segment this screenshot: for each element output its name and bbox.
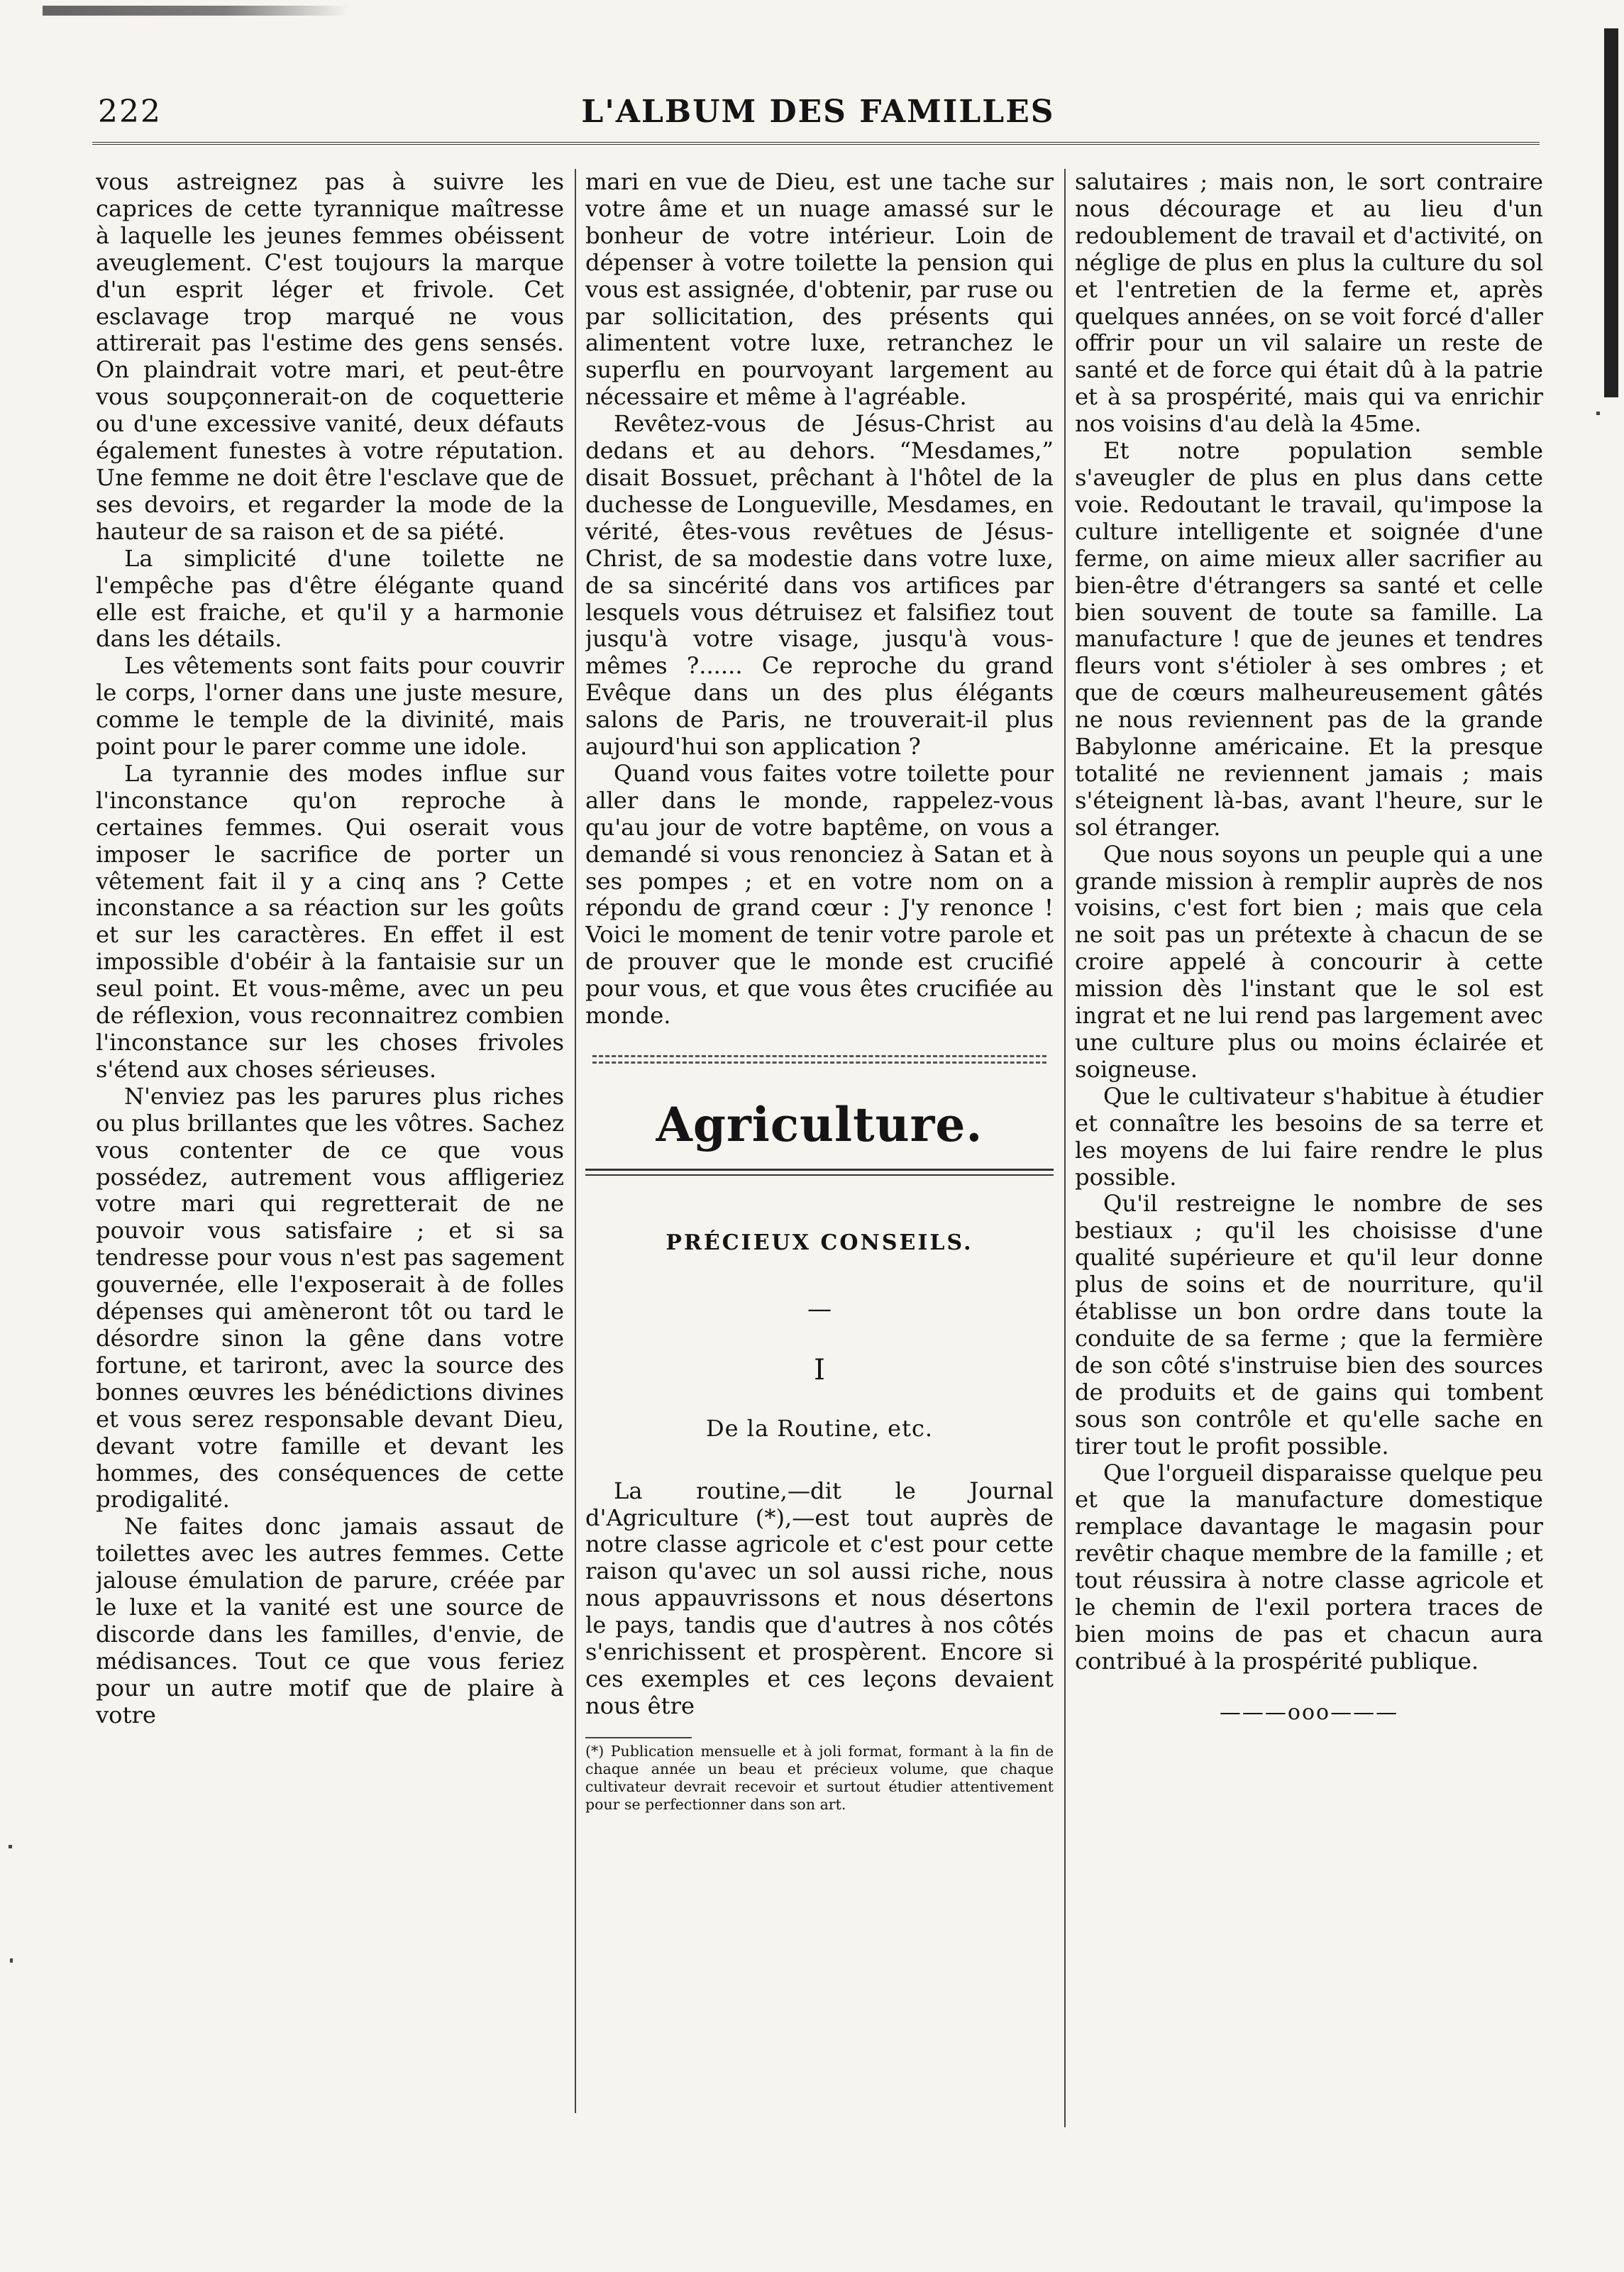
part-heading: De la Routine, etc. [705, 1414, 934, 1442]
page-number: 222 [98, 94, 162, 130]
paragraph: La simplicité d'une toilette ne l'empêche pas d'être élégante quand elle est fraiche, et qu'il y a harmonie dans les détails. [96, 544, 564, 653]
paragraph: Qu'il restreigne le nombre de ses bestiaux ; qu'il les choisisse d'une qualité supérieure et qu'il leur donne plus de soins et de nourriture, qu'il établisse un bon ordre dans toute la conduite de sa ferme ; que la fermière de son côté s'instruise bien des sources de produits et de gains qui tombent sous son contrôle et qu'elle sache en tirer tout le profit possible. [1075, 1190, 1543, 1460]
text-columns [96, 169, 1543, 2113]
column-3 [1075, 169, 1543, 2113]
scan-smudge [43, 6, 348, 16]
paragraph: Ne faites donc jamais assaut de toilettes avec les autres femmes. Cette jalouse émulation de parure, créée par le luxe et la vanité est une source de discorde dans les familles, d'envie, de médisances. Tout ce que vous feriez pour un autre motif que de plaire à votre [96, 1513, 564, 1728]
section-title: Agriculture. [656, 1097, 983, 1152]
scan-speck [1596, 412, 1600, 415]
paragraph: mari en vue de Dieu, est une tache sur votre âme et un nuage amassé sur le bonheur de votre intérieur. Loin de dépenser à votre toilette la pension qui vous est assignée, d'obtenir, par ruse ou par sollicitation, des présents qui alimentent votre luxe, retranchez le superflu en pourvoyant largement au nécessaire et même à l'agréable. [585, 169, 1054, 411]
paragraph: Quand vous faites votre toilette pour aller dans le monde, rappelez-vous qu'au jour de votre baptême, on vous a demandé si vous renonciez à Satan et à ses pompes ; et en votre nom on a répondu de grand cœur : J'y renonce ! Voici le moment de tenir votre parole et de prouver que le monde est crucifié pour vous, et que vous êtes crucifiée au monde. [585, 759, 1054, 1030]
article-title: PRÉCIEUX CONSEILS. [665, 1230, 973, 1255]
separator-dash: — [807, 1294, 832, 1323]
page-header [98, 94, 1538, 136]
paragraph: N'enviez pas les parures plus riches ou plus brillantes que les vôtres. Sachez vous contenter de ce que vous possédez, autrement vous affligeriez votre mari qui regretterait de ne pouvoir vous satisfaire ; et si sa tendresse pour vous n'est pas sagement gouvernée, elle l'exposerait à de folles dépenses qui amèneront tôt ou tard le désordre sinon la gêne dans votre fortune, et tariront, avec la source des bonnes œuvres les bénédictions divines et vous serez responsable devant Dieu, devant votre famille et devant les hommes, des conséquences de cette prodigalité. [96, 1082, 564, 1513]
column-divider [1064, 169, 1066, 2127]
paragraph: Que l'orgueil disparaisse quelque peu et que la manufacture domestique remplace davantage le magasin pour revêtir chaque membre de la famille ; et tout réussira à notre classe agricole et le chemin de l'exil portera traces de bien moins de pas et chacun aura contribué à la prospérité publique. [1075, 1459, 1543, 1675]
footnote: (*) Publication mensuelle et à joli format, formant à la fin de chaque année un beau et précieux volume, que chaque cultivateur devrait recevoir et surtout étudier attentivement pour se perfectionner dans son art. [585, 1742, 1054, 1813]
column-1 [96, 169, 564, 2113]
paragraph: La routine,—dit le Journal d'Agriculture (*),—est tout auprès de notre classe agricole et c'est pour cette raison qu'avec un sol aussi riche, nous nous appauvrissons et nous désertons le pays, tandis que d'autres à nos côtés s'enrichissent et prospèrent. Encore si ces exemples et ces leçons devaient nous être [585, 1477, 1054, 1719]
column-divider [575, 169, 576, 2113]
running-head: L'ALBUM DES FAMILLES [581, 94, 1055, 130]
footnote-rule [585, 1737, 692, 1738]
part-numeral: I [814, 1353, 825, 1386]
paragraph: Que nous soyons un peuple qui a une grande mission à remplir auprès de nos voisins, c'est fort bien ; mais que cela ne soit pas un prétexte à chacun de se croire appelé à concourir à cette mission dès l'instant que le sol est ingrat et ne lui rend pas largement avec une culture plus ou moins éclairée et soigneuse. [1075, 840, 1543, 1083]
paragraph: Les vêtements sont faits pour couvrir le corps, l'orner dans une juste mesure, comme le temple de la divinité, mais point pour le parer comme une idole. [96, 652, 564, 761]
scan-speck [9, 1845, 12, 1848]
paragraph: Et notre population semble s'aveugler de plus en plus dans cette voie. Redoutant le travail, qu'impose la culture intelligente et soignée d'une ferme, on aime mieux aller sacrifier au bien-être d'étrangers sa santé et celle bien souvent de toute sa famille. La manufacture ! que de jeunes et tendres fleurs vont s'étioler à ses ombres ; et que de cœurs malheureusement gâtés ne nous reviennent pas de la grande Babylonne américaine. Et la presque totalité ne reviennent jamais ; mais s'éteignent là-bas, avant l'heure, sur le sol étranger. [1075, 437, 1543, 841]
end-ornament: ———ooo——— [1219, 1699, 1399, 1725]
section-title-rule [585, 1169, 1054, 1176]
paragraph: Que le cultivateur s'habitue à étudier et connaître les besoins de sa terre et les moyens de lui faire rendre le plus possible. [1075, 1082, 1543, 1191]
paragraph: vous astreignez pas à suivre les caprices de cette tyrannique maîtresse à laquelle les jeunes femmes obéissent aveuglement. C'est toujours la marque d'un esprit léger et frivole. Cet esclavage trop marqué ne vous attirerait pas l'estime des gens sensés. On plaindrait votre mari, et peut-être vous soupçonnerait-on de coquetterie ou d'une excessive vanité, deux défauts également funestes à votre réputation. Une femme ne doit être l'esclave que de ses devoirs, et regarder la mode de la hauteur de sa raison et de sa piété. [96, 169, 564, 545]
paragraph: salutaires ; mais non, le sort contraire nous décourage et au lieu d'un redoublement de travail et d'activité, on néglige de plus en plus la culture du sol et l'entretien de la ferme et, après quelques années, on se voit forcé d'aller offrir pour un vil salaire un reste de santé et de force qui était dû à la patrie et à sa prospérité, mais qui va enrichir nos voisins d'au delà la 45me. [1075, 169, 1543, 438]
scan-edge-mark [1604, 28, 1618, 397]
section-divider [592, 1055, 1046, 1064]
paragraph: La tyrannie des modes influe sur l'inconstance qu'on reproche à certaines femmes. Qui oserait vous imposer le sacrifice de porter un vêtement fait il y a cinq ans ? Cette inconstance a sa réaction sur les goûts et sur les caractères. En effet il est impossible d'obéir à la fantaisie sur un seul point. Et vous-même, avec un peu de réflexion, vous reconnaitrez combien l'inconstance sur les choses frivoles s'étend aux choses sérieuses. [96, 759, 564, 1083]
scan-speck [10, 1958, 13, 1963]
column-2 [585, 169, 1054, 2113]
paragraph: Revêtez-vous de Jésus-Christ au dedans et au dehors. “Mesdames,” disait Bossuet, prêchant à l'hôtel de la duchesse de Longueville, Mesdames, en vérité, êtes-vous revêtues de Jésus-Christ, de sa modestie dans votre luxe, de sa sincérité dans vos artifices par lesquels vous détruisez et falsifiez tout jusqu'à votre visage, jusqu'à vous-mêmes ?...... Ce reproche du grand Evêque dans un des plus élégants salons de Paris, ne trouverait-il plus aujourd'hui son application ? [585, 410, 1054, 761]
header-rule [92, 142, 1540, 145]
